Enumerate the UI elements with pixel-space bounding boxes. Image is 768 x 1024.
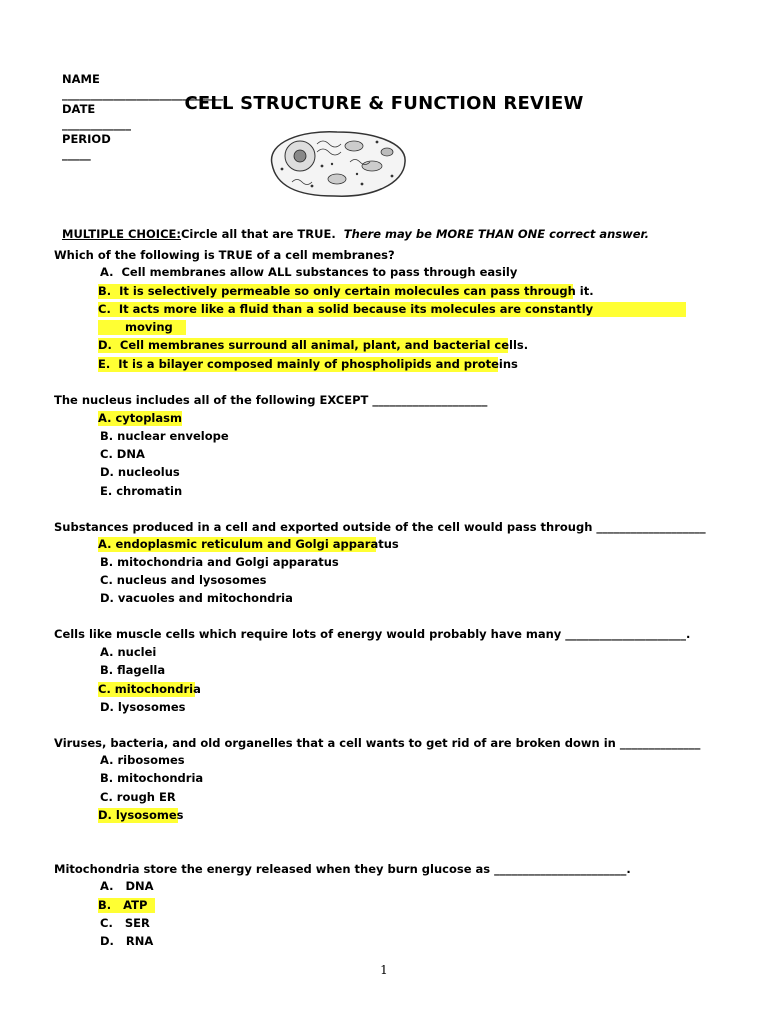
page-number: 1 (380, 963, 388, 977)
answer-option: A. endoplasmic reticulum and Golgi apparatus (98, 537, 399, 551)
answer-option: B. flagella (100, 663, 166, 677)
answer-option: D. nucleolus (100, 465, 180, 479)
date-blank: ____________ (62, 117, 132, 131)
question-stem: Viruses, bacteria, and old organelles that a cell wants to get rid of are broken down in ______________ (54, 736, 701, 750)
instructions (54, 212, 649, 242)
animal-cell-illustration (262, 124, 412, 202)
answer-option: B. mitochondria (100, 771, 204, 785)
question-stem: Substances produced in a cell and exported outside of the cell would pass through ___________________ (54, 520, 706, 534)
answer-option: A. DNA (100, 879, 154, 893)
answer-option-continued: moving (98, 320, 186, 335)
answer-option: C. It acts more like a fluid than a solid because its molecules are constantly (98, 302, 686, 317)
question-stem: The nucleus includes all of the following EXCEPT ____________________ (54, 393, 488, 407)
answer-option: C. mitochondria (98, 682, 201, 696)
instructions-emphasis: There may be MORE THAN ONE correct answer. (343, 227, 649, 241)
question-stem: Cells like muscle cells which require lots of energy would probably have many _____________________. (54, 627, 691, 641)
answer-option: D. lysosomes (100, 700, 186, 714)
question-stem: Mitochondria store the energy released when they burn glucose as _______________________. (54, 862, 631, 876)
answer-option: E. It is a bilayer composed mainly of phospholipids and proteins (98, 357, 518, 371)
answer-option: D. lysosomes (98, 808, 184, 822)
answer-option: D. RNA (100, 934, 154, 948)
name-blank: ____________________________ (62, 87, 224, 101)
date-label: DATE (62, 102, 96, 116)
answer-option: C. rough ER (100, 790, 176, 804)
answer-option: B. nuclear envelope (100, 429, 229, 443)
answer-option: C. nucleus and lysosomes (100, 573, 267, 587)
answer-option: A. cytoplasm (98, 411, 182, 425)
answer-option: D. Cell membranes surround all animal, plant, and bacterial cells. (98, 338, 529, 352)
answer-option: D. vacuoles and mitochondria (100, 591, 293, 605)
answer-option: C. DNA (100, 447, 145, 461)
period-label: PERIOD (62, 132, 111, 146)
question-stem: Which of the following is TRUE of a cell membranes? (54, 248, 395, 262)
answer-option: B. ATP (98, 898, 155, 913)
answer-option: A. Cell membranes allow ALL substances to pass through easily (100, 265, 518, 279)
instructions-label: MULTIPLE CHOICE: (62, 227, 181, 241)
answer-option: E. chromatin (100, 484, 183, 498)
answer-option: B. It is selectively permeable so only certain molecules can pass through it. (98, 284, 594, 298)
answer-option: A. nuclei (100, 645, 157, 659)
answer-option: B. mitochondria and Golgi apparatus (100, 555, 339, 569)
answer-option: A. ribosomes (100, 753, 185, 767)
answer-option: C. SER (100, 916, 150, 930)
period-blank: _____ (62, 147, 91, 161)
page-title: CELL STRUCTURE & FUNCTION REVIEW (184, 93, 584, 114)
instructions-text: Circle all that are TRUE. (180, 227, 336, 241)
name-label: NAME (62, 72, 100, 86)
